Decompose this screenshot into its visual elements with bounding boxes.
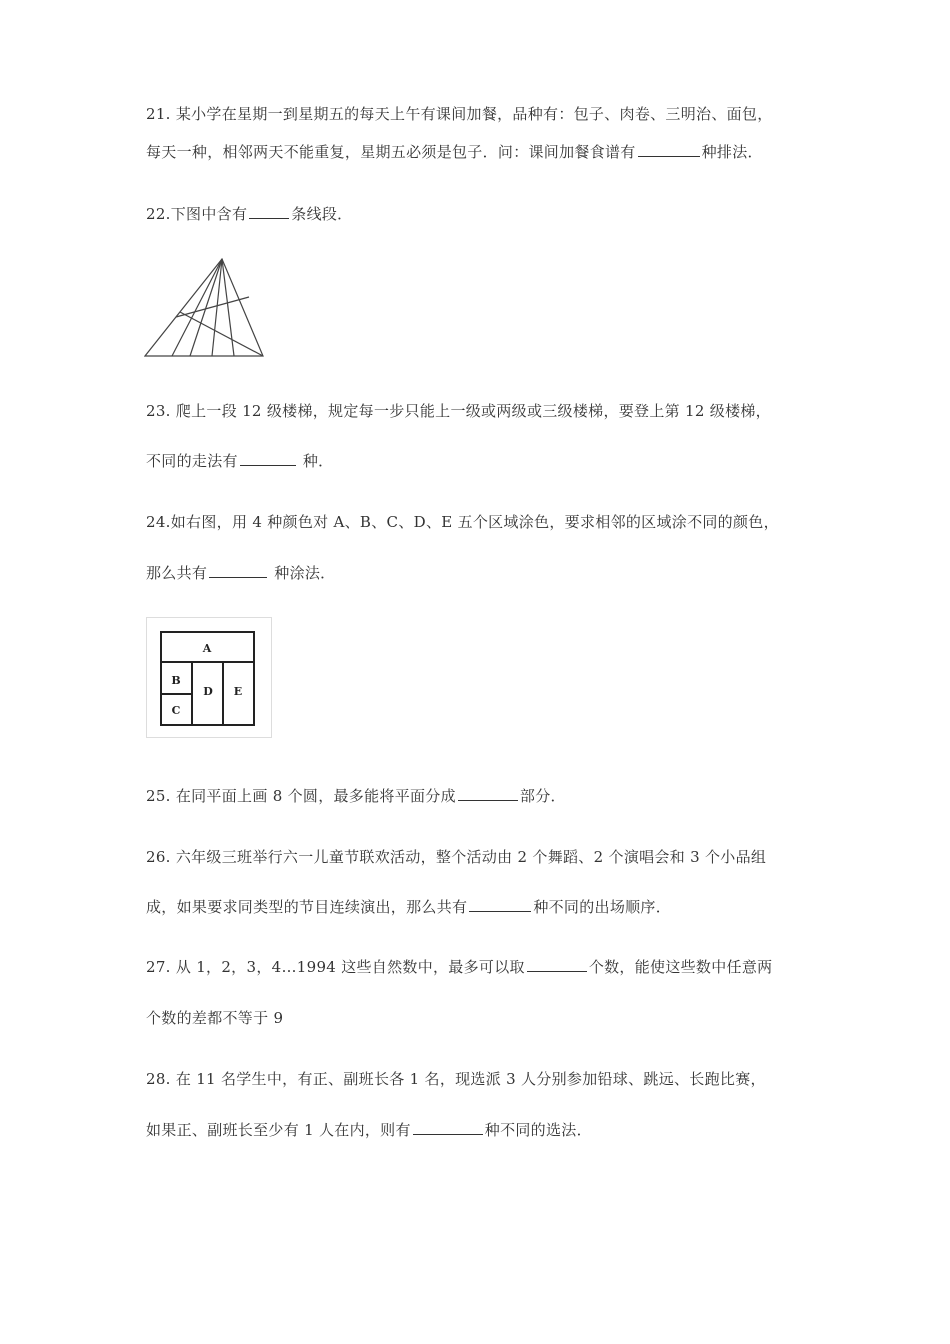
q28-line1: 28. 在 11 名学生中，有正、副班长各 1 名，现选派 3 人分别参加铅球、跳远、长跑比赛，: [146, 1070, 766, 1088]
q21-answer-blank[interactable]: [638, 142, 700, 157]
q24-text-end: 种涂法．: [269, 564, 336, 582]
q23-line1: 23. 爬上一段 12 级楼梯，规定每一步只能上一级或两级或三级楼梯，要登上第 12 级楼梯，: [146, 402, 771, 420]
q24-line1: 24.如右图，用 4 种颜色对 A、B、C、D、E 五个区域涂色，要求相邻的区域涂不同的颜色，: [146, 513, 779, 531]
q25-text: 25. 在同平面上画 8 个圆，最多能将平面分成: [146, 787, 456, 805]
q21-text-end: 种排法．: [701, 143, 763, 161]
q22-line: [146, 204, 352, 224]
triangle-outline: [145, 259, 263, 356]
q27-answer-blank[interactable]: [527, 957, 587, 972]
q28-text: 如果正、副班长至少有 1 人在内，则有: [146, 1121, 411, 1139]
q27-text-end: 个数，能使这些数中任意两: [588, 958, 773, 976]
q28-text-end: 种不同的选法．: [484, 1121, 592, 1139]
cross-line-1: [176, 297, 249, 317]
q23-text: 不同的走法有: [146, 452, 238, 470]
segment-1: [172, 259, 222, 356]
q28-answer-blank[interactable]: [413, 1120, 483, 1135]
q21-line2: [146, 142, 763, 162]
q26-answer-blank[interactable]: [469, 897, 531, 912]
region-label-a: A: [202, 642, 212, 655]
q25-answer-blank[interactable]: [458, 786, 518, 801]
q23-line2: [146, 451, 333, 471]
region-label-e: E: [233, 685, 243, 698]
q26-line2: [146, 897, 671, 917]
q24-line2: [146, 563, 335, 583]
q27-line1: [146, 957, 772, 977]
q22-text-end: 条线段．: [291, 205, 353, 223]
triangle-figure: [144, 257, 266, 359]
q24-answer-blank[interactable]: [209, 563, 267, 578]
q25-text-end: 部分．: [519, 787, 566, 805]
q28-line2: [146, 1120, 592, 1140]
q26-line1: 26. 六年级三班举行六一儿童节联欢活动，整个活动由 2 个舞蹈、2 个演唱会和 3 个小品组: [146, 848, 767, 866]
q22-text: 22.下图中含有: [146, 205, 248, 223]
q23-text-end: 种．: [297, 452, 334, 470]
region-label-b: B: [171, 674, 181, 687]
region-diagram: [146, 617, 272, 738]
q21-text: 每天一种，相邻两天不能重复，星期五必须是包子．问：课间加餐食谱有: [146, 143, 636, 161]
q21-line1: 21. 某小学在星期一到星期五的每天上午有课间加餐，品种有：包子、肉卷、三明治、面包，: [146, 105, 773, 123]
region-label-d: D: [203, 685, 213, 698]
q22-answer-blank[interactable]: [249, 204, 289, 219]
q26-text: 成，如果要求同类型的节目连续演出，那么共有: [146, 898, 468, 916]
q25-line: [146, 786, 566, 806]
q23-answer-blank[interactable]: [240, 451, 296, 466]
figure-frame: [147, 618, 272, 738]
q24-text: 那么共有: [146, 564, 208, 582]
q26-text-end: 种不同的出场顺序．: [533, 898, 672, 916]
q27-text: 27. 从 1，2，3，4…1994 这些自然数中，最多可以取: [146, 958, 525, 976]
q27-line2: 个数的差都不等于 9: [146, 1009, 284, 1027]
region-label-c: C: [171, 704, 181, 717]
